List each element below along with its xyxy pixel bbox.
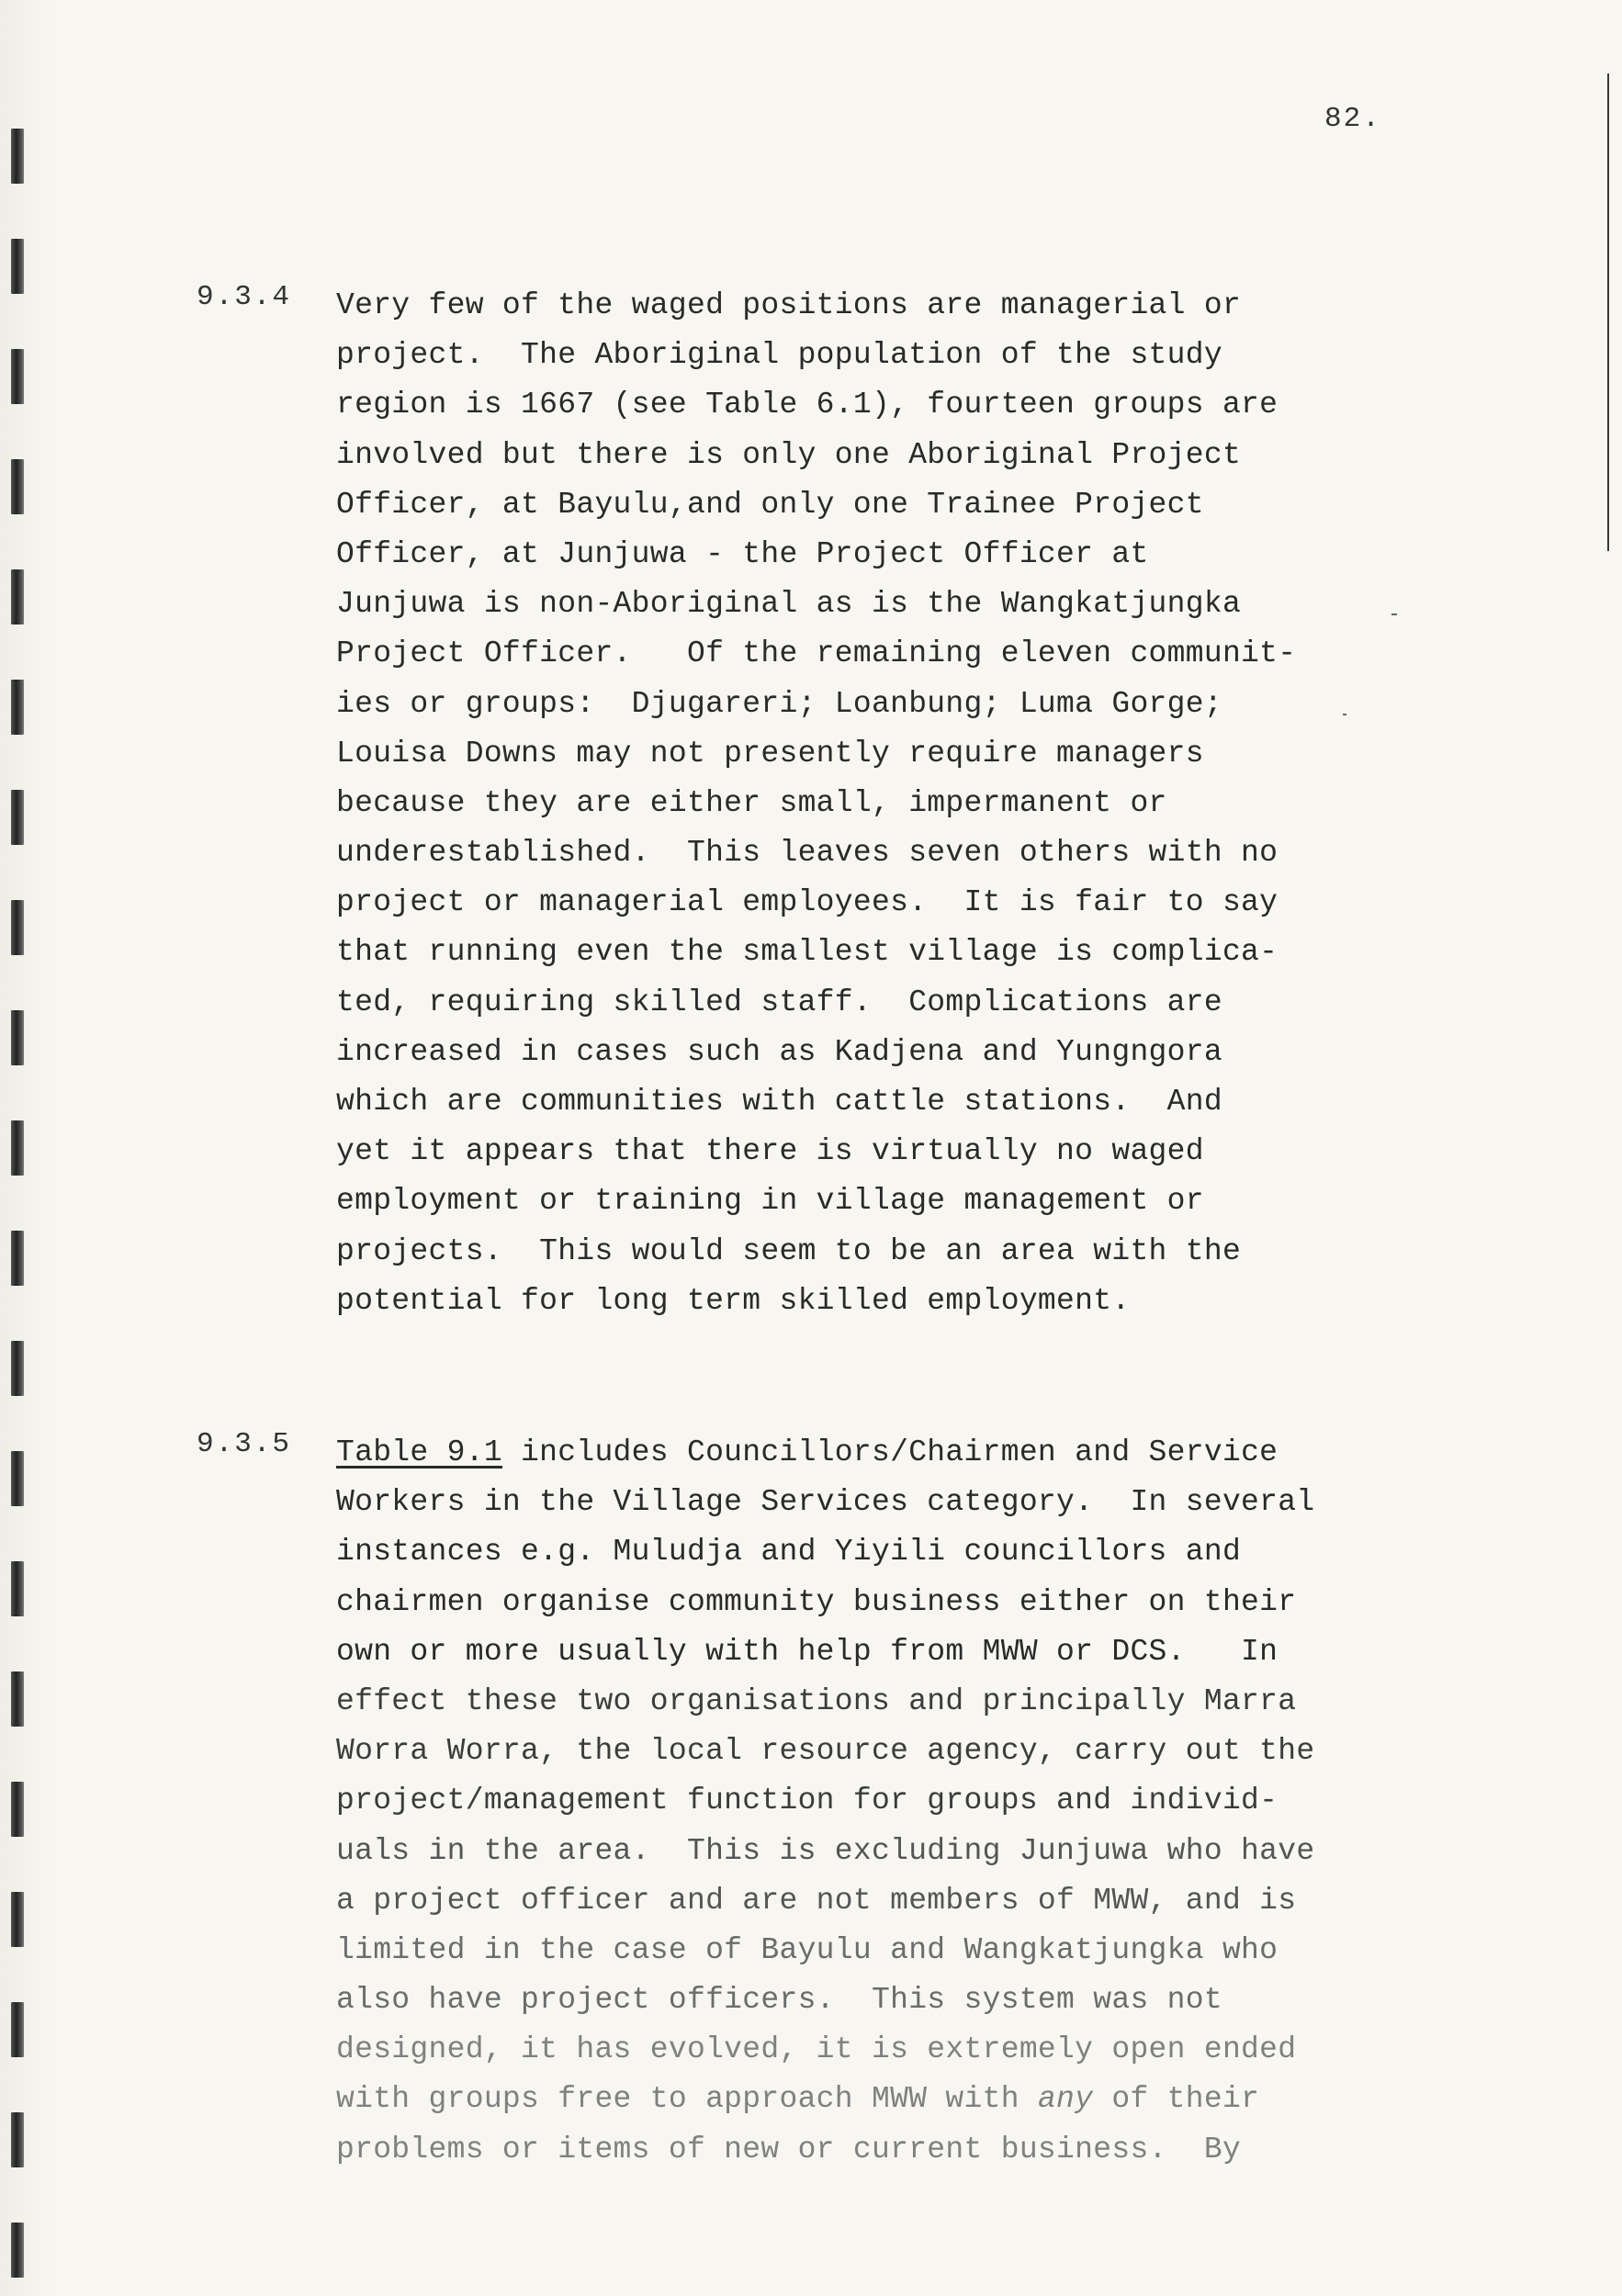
table-reference: Table 9.1 xyxy=(336,1435,502,1469)
binding-hole xyxy=(11,349,24,404)
emphasis-text: any xyxy=(1037,2082,1094,2117)
binding-hole xyxy=(11,569,24,625)
text-line: Officer, at Bayulu,and only one Trainee Project xyxy=(336,487,1204,522)
section-number: 9.3.4 xyxy=(197,281,292,313)
binding-hole xyxy=(11,1341,24,1396)
text-line: limited in the case of Bayulu and Wangkatjungka who xyxy=(336,1932,1278,1967)
page-edge-line xyxy=(1607,73,1609,551)
text-line: project. The Aboriginal population of the study xyxy=(336,338,1222,373)
binding-hole xyxy=(11,1010,24,1065)
text-line: projects. This would seem to be an area with the xyxy=(336,1233,1242,1268)
binding-hole xyxy=(11,680,24,735)
binding-hole xyxy=(11,459,24,514)
text-line: potential for long term skilled employment. xyxy=(336,1283,1131,1318)
text-line: yet it appears that there is virtually no waged xyxy=(336,1134,1204,1169)
text-line: which are communities with cattle stations. And xyxy=(336,1085,1222,1119)
section-paragraph xyxy=(336,1428,1604,2175)
binding-hole xyxy=(11,239,24,294)
text-line: increased in cases such as Kadjena and Yungngora xyxy=(336,1034,1222,1069)
binding-hole xyxy=(11,1892,24,1947)
text-line: Worra Worra, the local resource agency, carry out the xyxy=(336,1734,1315,1769)
text-line: involved but there is only one Aboriginal Project xyxy=(336,437,1242,472)
text-line: because they are either small, impermanent or xyxy=(336,785,1167,820)
text-line: Junjuwa is non-Aboriginal as is the Wangkatjungka xyxy=(336,587,1242,622)
text-line: chairmen organise community business either on their xyxy=(336,1584,1297,1619)
text-line: project/management function for groups and individ- xyxy=(336,1784,1278,1818)
binding-hole xyxy=(11,1782,24,1837)
text-line: project or managerial employees. It is fair to say xyxy=(336,885,1278,920)
text-line: own or more usually with help from MWW or DCS. In xyxy=(336,1634,1278,1669)
binding-hole xyxy=(11,900,24,955)
text-line: employment or training in village management or xyxy=(336,1184,1204,1219)
text-line: underestablished. This leaves seven others with no xyxy=(336,836,1278,871)
binding-hole xyxy=(11,1120,24,1176)
text-line: also have project officers. This system was not xyxy=(336,1983,1222,2018)
binding-hole xyxy=(11,2112,24,2167)
text-line: a project officer and are not members of MWW, and is xyxy=(336,1883,1297,1918)
text-line: instances e.g. Muludja and Yiyili councillors and xyxy=(336,1535,1242,1570)
text-fragment: with groups free to approach MWW with xyxy=(336,2082,1038,2117)
binding-hole xyxy=(11,1561,24,1616)
section-number: 9.3.5 xyxy=(197,1428,292,1460)
text-line: Project Officer. Of the remaining eleven communit- xyxy=(336,636,1297,671)
text-line: designed, it has evolved, it is extremely open ended xyxy=(336,2032,1297,2067)
text-fragment: includes Councillors/Chairmen and Service xyxy=(501,1435,1278,1469)
binding-hole xyxy=(11,790,24,845)
binding-hole xyxy=(11,1451,24,1506)
text-line: region is 1667 (see Table 6.1), fourteen groups are xyxy=(336,388,1278,422)
binding-hole xyxy=(11,129,24,184)
text-line: uals in the area. This is excluding Junjuwa who have xyxy=(336,1833,1315,1868)
text-line: ies or groups: Djugareri; Loanbung; Luma Gorge; xyxy=(336,686,1222,721)
text-line: Very few of the waged positions are managerial or xyxy=(336,288,1242,322)
text-line: Workers in the Village Services category. In several xyxy=(336,1485,1315,1520)
text-line: ted, requiring skilled staff. Complications are xyxy=(336,985,1222,1019)
text-line: effect these two organisations and principally Marra xyxy=(336,1683,1297,1718)
binding-hole xyxy=(11,2002,24,2057)
binding-holes xyxy=(4,119,28,2296)
page-number: 82. xyxy=(1324,103,1381,135)
text-line: problems or items of new or current business. By xyxy=(336,2132,1242,2167)
text-line: Officer, at Junjuwa - the Project Officer at xyxy=(336,536,1149,571)
binding-hole xyxy=(11,2223,24,2278)
text-line xyxy=(336,1428,1604,1478)
binding-hole xyxy=(11,1671,24,1727)
text-line: Louisa Downs may not presently require managers xyxy=(336,736,1204,771)
binding-hole xyxy=(11,1231,24,1286)
section-paragraph xyxy=(336,281,1604,1326)
text-line: that running even the smallest village is complica- xyxy=(336,935,1278,970)
text-line xyxy=(336,2075,1604,2124)
text-fragment: of their xyxy=(1093,2082,1260,2117)
